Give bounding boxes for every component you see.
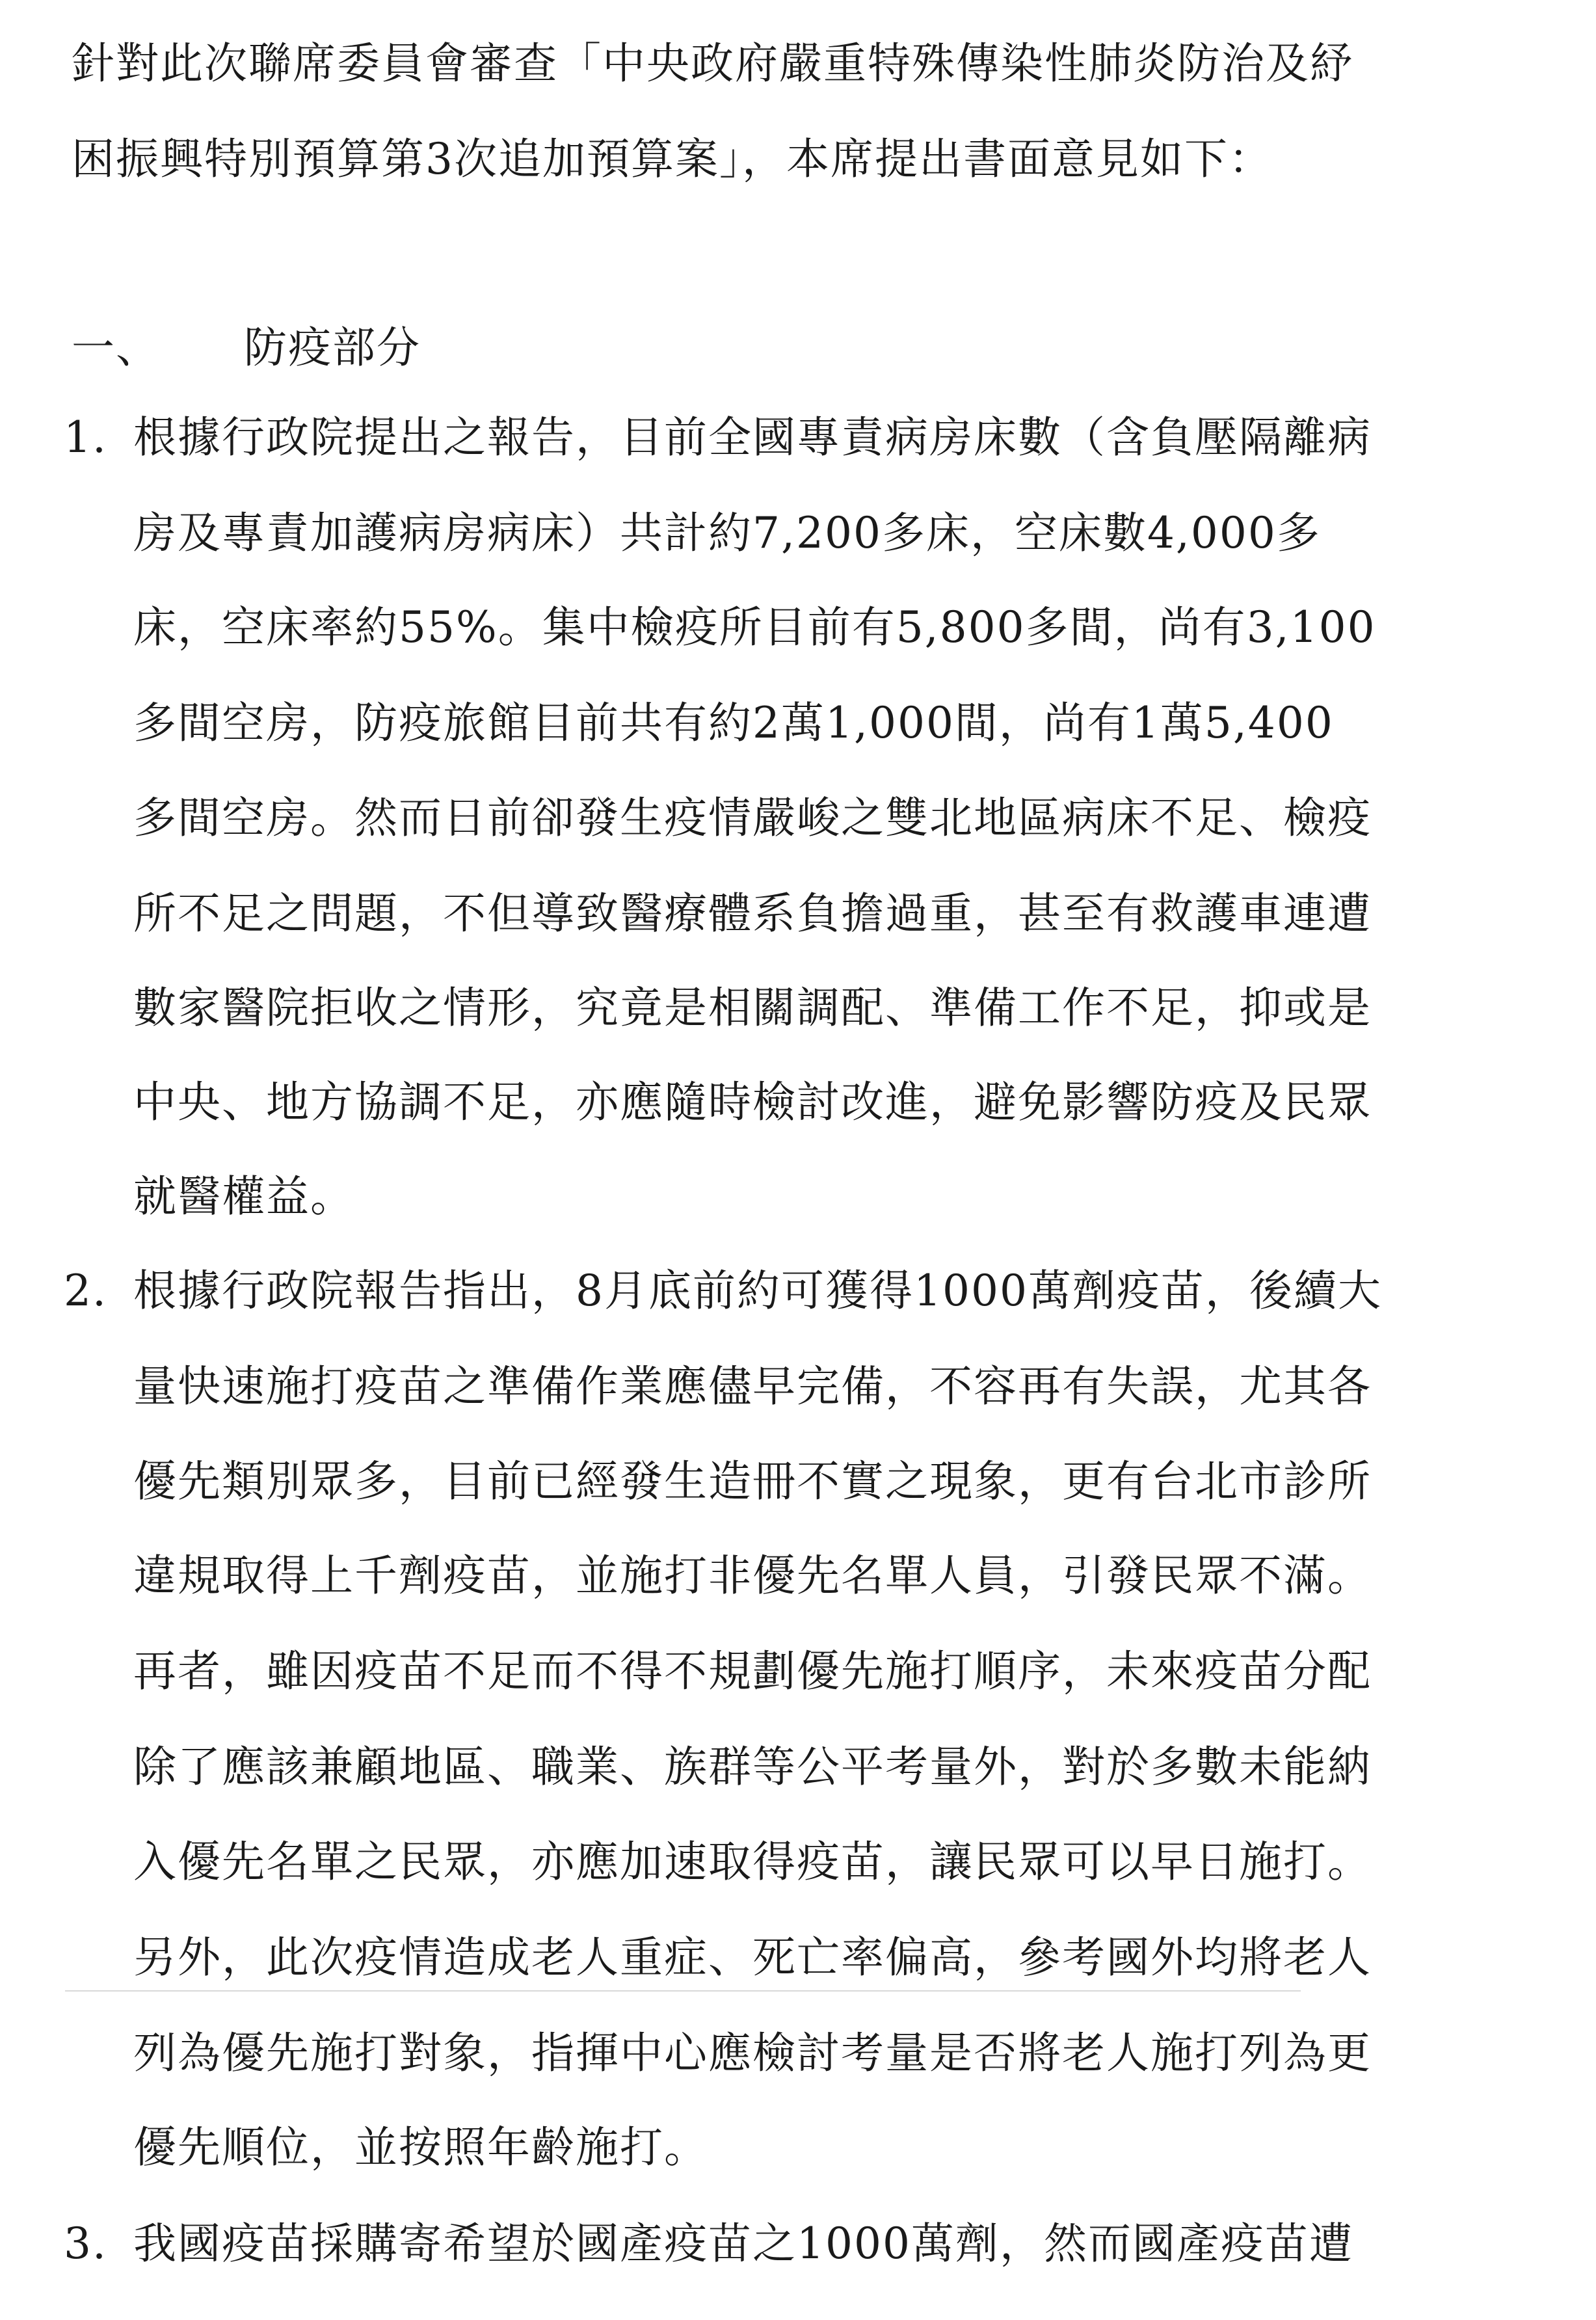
item-1-line-8: 中央、地方協調不足，亦應隨時檢討改進，避免影響防疫及民眾 <box>133 1077 1372 1127</box>
item-3-line-1: 我國疫苗採購寄希望於國產疫苗之1000萬劑，然而國產疫苗遭 <box>133 2219 1353 2269</box>
item-number: 2. <box>64 1266 107 1316</box>
item-1-line-1: 根據行政院提出之報告，目前全國專責病房床數（含負壓隔離病 <box>133 412 1372 462</box>
intro-line-1: 針對此次聯席委員會審查「中央政府嚴重特殊傳染性肺炎防治及紓 <box>72 38 1354 88</box>
item-1-line-6: 所不足之問題，不但導致醫療體系負擔過重，甚至有救護車連遭 <box>133 888 1372 939</box>
item-2-line-8: 另外，此次疫情造成老人重症、死亡率偏高，參考國外均將老人 <box>133 1932 1372 1982</box>
intro-line-2: 困振興特別預算第3次追加預算案」，本席提出書面意見如下： <box>72 134 1273 184</box>
item-1-line-4: 多間空房，防疫旅館目前共有約2萬1,000間，尚有1萬5,400 <box>133 698 1334 748</box>
item-2-line-1: 根據行政院報告指出，8月底前約可獲得1000萬劑疫苗，後續大 <box>133 1266 1382 1316</box>
item-2-line-6: 除了應該兼顧地區、職業、族群等公平考量外，對於多數未能納 <box>133 1742 1372 1792</box>
section-number: 一、 <box>72 323 160 373</box>
item-2-line-3: 優先類別眾多，目前已經發生造冊不實之現象，更有台北市診所 <box>133 1456 1372 1506</box>
item-number: 1. <box>64 412 107 462</box>
item-1-line-3: 床，空床率約55%。集中檢疫所目前有5,800多間，尚有3,100 <box>133 602 1376 652</box>
item-2-line-4: 違規取得上千劑疫苗，並施打非優先名單人員，引發民眾不滿。 <box>133 1551 1372 1601</box>
item-number: 3. <box>64 2219 107 2269</box>
item-2-line-5: 再者，雖因疫苗不足而不得不規劃優先施打順序，未來疫苗分配 <box>133 1646 1372 1696</box>
item-1-line-5: 多間空房。然而日前卻發生疫情嚴峻之雙北地區病床不足、檢疫 <box>133 793 1372 843</box>
scan-artifact <box>65 1990 1301 1992</box>
item-2-line-10: 優先順位，並按照年齡施打。 <box>133 2122 708 2172</box>
item-2-line-7: 入優先名單之民眾，亦應加速取得疫苗，讓民眾可以早日施打。 <box>133 1837 1372 1887</box>
item-1-line-2: 房及專責加護病房病床）共計約7,200多床，空床數4,000多 <box>133 508 1321 558</box>
section-title: 防疫部分 <box>244 323 421 373</box>
item-1-line-7: 數家醫院拒收之情形，究竟是相關調配、準備工作不足，抑或是 <box>133 983 1372 1033</box>
item-2-line-2: 量快速施打疫苗之準備作業應儘早完備，不容再有失誤，尤其各 <box>133 1361 1372 1411</box>
item-1-line-9: 就醫權益。 <box>133 1171 354 1221</box>
item-2-line-9: 列為優先施打對象，指揮中心應檢討考量是否將老人施打列為更 <box>133 2028 1372 2078</box>
